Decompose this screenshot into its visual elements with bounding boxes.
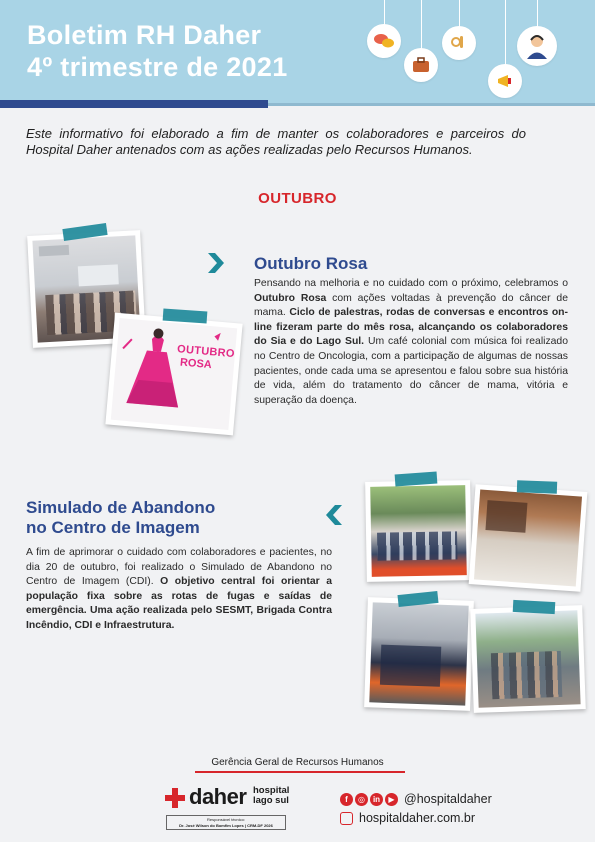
intro-paragraph: Este informativo foi elaborado a fim de manter os colaboradores e parceiros do Hospital Daher antenados com as ações realizadas pelo Recursos Humanos.	[26, 126, 526, 158]
photo-corridor	[469, 484, 588, 592]
chevron-right-icon	[204, 251, 228, 275]
logo-sub	[253, 786, 289, 805]
chevron-left-icon	[322, 503, 346, 527]
hang-line	[421, 0, 422, 50]
outubro-rosa-body	[254, 277, 568, 408]
hang-line	[505, 0, 506, 68]
simulado-text: A fim de aprimorar o cuidado com colaboradores e pacientes, no dia 20 de outubro, foi realizado o Simulado de Abandono no Centro de Imagem (CDI).	[26, 547, 332, 588]
banner-outubro: OUTUBRO	[176, 343, 236, 361]
logo-brand: daher	[189, 784, 247, 809]
photo-outdoor-group	[470, 605, 586, 713]
logo-sub-hospital: hospital	[253, 785, 290, 796]
photo-tape	[513, 600, 556, 614]
hang-line	[459, 0, 460, 28]
photo-outubro-rosa-banner	[105, 313, 242, 436]
responsavel-name: Dr. José Wilson do Bomfim Lopes | CRM-DF 2026	[179, 823, 273, 828]
simulado-bold: O objetivo central foi orientar a população fixa sobre as rotas de fugas e saídas de emergência. Uma ação realizada pelo SESMT, Brigada Contra Incêndio, CDI e Infraestrutura.	[26, 576, 332, 631]
social-handle[interactable]: @hospitaldaher	[404, 792, 492, 806]
simulado-title-line2: no Centro de Imagem	[26, 518, 200, 537]
briefcase-icon	[404, 48, 438, 82]
ok-hand-icon	[442, 26, 476, 60]
hang-line	[384, 0, 385, 26]
header-title-line2: 4º trimestre de 2021	[27, 52, 288, 82]
outubro-rosa-bold: Ciclo de palestras, rodas de conversas e encontros on-line fizeram parte do mês rosa, alcançando os colaboradores do Sia e do Lago Sul.	[254, 307, 568, 348]
youtube-icon[interactable]: ▶	[385, 793, 398, 806]
outubro-rosa-title: Outubro Rosa	[254, 254, 368, 273]
footer-department: Gerência Geral de Recursos Humanos	[211, 757, 384, 768]
photo-tape	[517, 480, 557, 493]
month-heading: OUTUBRO	[258, 190, 337, 207]
website-link[interactable]	[340, 811, 475, 825]
responsavel-tecnico-box	[166, 815, 286, 830]
footer-divider	[195, 771, 405, 773]
cursor-icon	[340, 812, 353, 825]
chat-bubbles-icon	[367, 24, 401, 58]
hang-line	[537, 0, 538, 28]
person-headset-icon	[517, 26, 557, 66]
photo-rescue-drill	[364, 597, 474, 711]
outubro-rosa-text: Pensando na melhoria e no cuidado com o próximo, celebramos o	[254, 278, 568, 289]
simulado-title-line1: Simulado de Abandono	[26, 498, 216, 517]
megaphone-icon	[488, 64, 522, 98]
daher-logo	[165, 784, 295, 812]
outubro-rosa-bold: Outubro Rosa	[254, 292, 327, 304]
red-cross-icon	[165, 788, 185, 808]
linkedin-icon[interactable]: in	[370, 793, 383, 806]
simulado-body	[26, 546, 332, 634]
banner-rosa: ROSA	[179, 356, 213, 372]
header-stripe-light	[268, 103, 595, 106]
header-stripe	[0, 100, 268, 108]
website-text[interactable]: hospitaldaher.com.br	[359, 811, 476, 825]
outubro-rosa-text: com ações voltadas à prevenção do câncer de mama.	[254, 292, 568, 319]
facebook-icon[interactable]: f	[340, 793, 353, 806]
instagram-icon[interactable]: ◎	[355, 793, 368, 806]
header-title-line1: Boletim RH Daher	[27, 20, 262, 50]
logo-sub-lago-sul: lago sul	[253, 794, 289, 806]
social-links	[340, 791, 492, 807]
outubro-rosa-text: Um café colonial com música foi realizado no Centro de Oncologia, com a participação de algumas de nossas pacientes, onde cada uma se apresentou e falou sobre sua história de vida, além do tratamento do câncer de mama, vitória e superação da doença.	[254, 336, 568, 406]
responsavel-label: Responsável técnico:	[206, 817, 246, 822]
photo-team-group	[365, 480, 472, 582]
